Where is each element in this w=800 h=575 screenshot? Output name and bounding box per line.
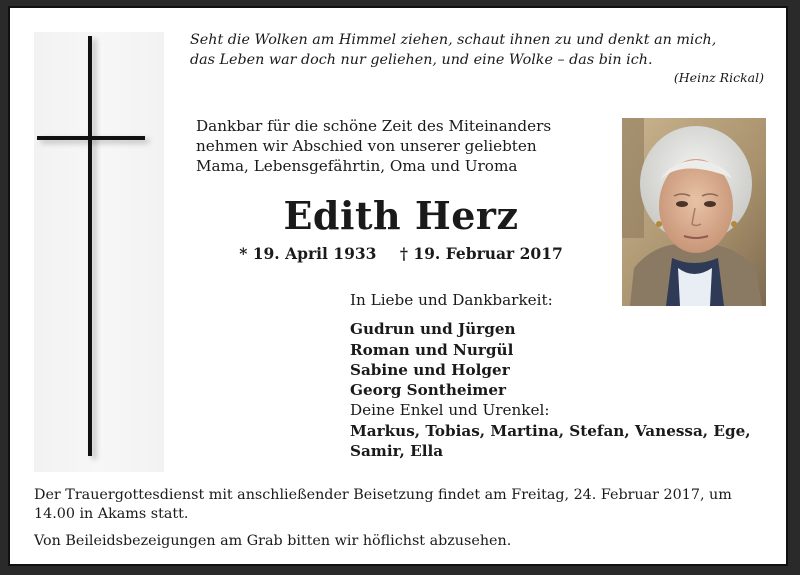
obituary-card	[8, 6, 788, 566]
mourner-name: Georg Sontheimer	[350, 381, 507, 400]
intro-line: Dankbar für die schöne Zeit des Miteinanders	[196, 117, 552, 135]
poem-author: (Heinz Rickal)	[673, 70, 764, 85]
mourners-list	[350, 290, 780, 461]
intro-line: nehmen wir Abschied von unserer geliebten	[196, 137, 537, 155]
mourner-name: Roman und Nurgül	[350, 340, 514, 359]
poem-line: Seht die Wolken am Himmel ziehen, schaut ihnen zu und denkt an mich,	[190, 32, 717, 48]
mourners-heading: In Liebe und Dankbarkeit:	[350, 291, 553, 309]
mourner-name: Sabine und Holger	[350, 360, 510, 379]
portrait-illustration	[622, 118, 766, 306]
poem-line: das Leben war doch nur geliehen, und eine Wolke – das bin ich.	[190, 52, 653, 68]
service-info: Der Trauergottesdienst mit anschließender Beisetzung findet am Freitag, 24. Februar 2017, um 14.00 in Akams statt.	[34, 487, 732, 522]
condolence-note: Von Beileidsbezeigungen am Grab bitten wir höflichst abzusehen.	[34, 533, 512, 549]
grandchildren-label: Deine Enkel und Urenkel:	[350, 401, 550, 420]
intro-line: Mama, Lebensgefährtin, Oma und Uroma	[196, 157, 518, 175]
cross-icon	[88, 36, 92, 456]
grandchildren-names: Samir, Ella	[350, 442, 444, 461]
life-dates	[196, 244, 606, 263]
cross-icon-bar	[37, 136, 145, 140]
portrait-photo	[622, 118, 766, 306]
death-date: † 19. Februar 2017	[399, 244, 563, 263]
cross-panel	[34, 32, 164, 472]
mourner-name: Gudrun und Jürgen	[350, 320, 516, 339]
intro-text	[196, 116, 606, 176]
footer	[34, 486, 769, 551]
grandchildren-names: Markus, Tobias, Martina, Stefan, Vanessa, Ege,	[350, 421, 751, 440]
birth-date: * 19. April 1933	[239, 244, 377, 263]
poem	[190, 30, 770, 70]
deceased-name: Edith Herz	[283, 193, 519, 238]
